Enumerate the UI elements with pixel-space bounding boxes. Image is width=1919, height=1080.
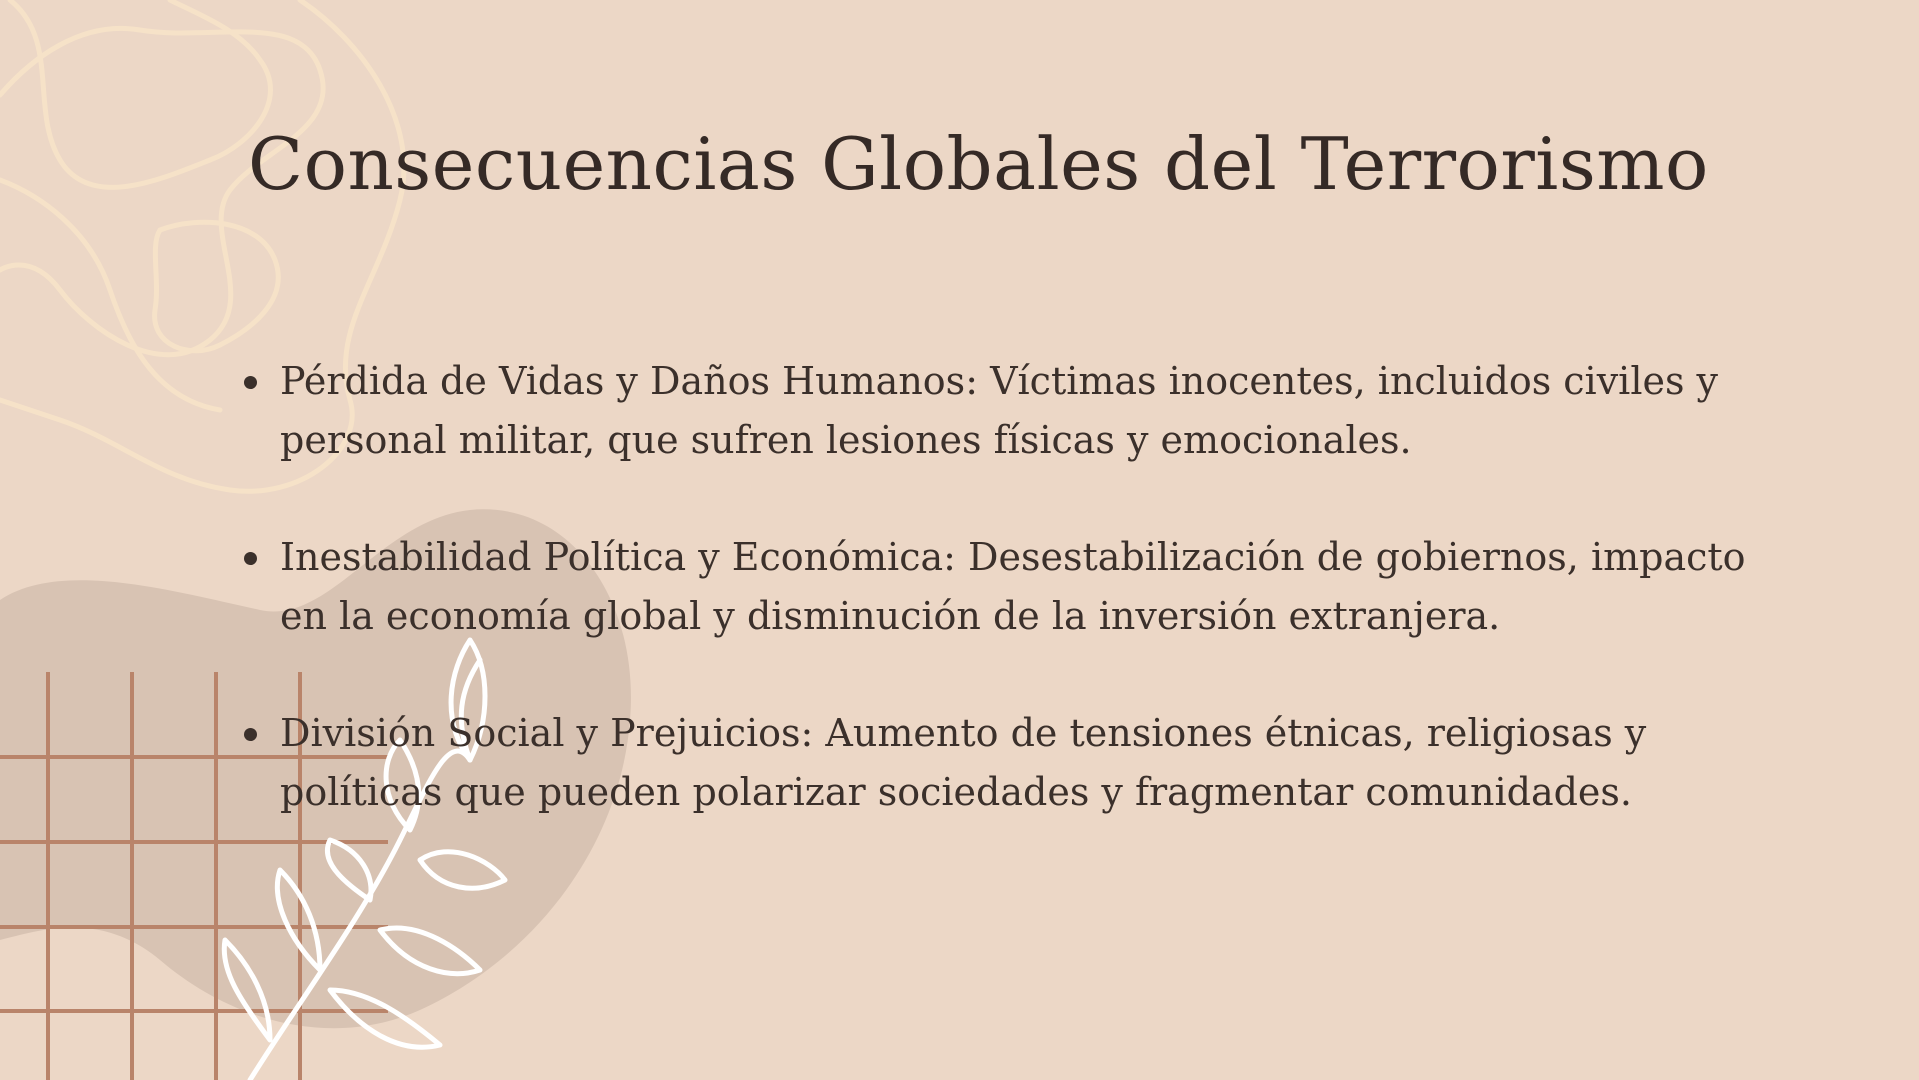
- bullet-dot-icon: [244, 376, 257, 389]
- bullet-item: [280, 352, 1780, 470]
- slide-title: Consecuencias Globales del Terrorismo: [248, 122, 1709, 206]
- bullet-text: División Social y Prejuicios: Aumento de tensiones étnicas, religiosas y políticas que pueden polarizar sociedades y fragmentar comunidades.: [280, 711, 1647, 814]
- bullet-dot-icon: [244, 552, 257, 565]
- bullet-list: [280, 352, 1780, 880]
- bullet-text: Pérdida de Vidas y Daños Humanos: Víctimas inocentes, incluidos civiles y personal militar, que sufren lesiones físicas y emocionales.: [280, 359, 1719, 462]
- bullet-text: Inestabilidad Política y Económica: Desestabilización de gobiernos, impacto en la economía global y disminución de la inversión extranjera.: [280, 535, 1746, 638]
- bullet-item: [280, 528, 1780, 646]
- bullet-item: [280, 704, 1780, 822]
- bullet-dot-icon: [244, 728, 257, 741]
